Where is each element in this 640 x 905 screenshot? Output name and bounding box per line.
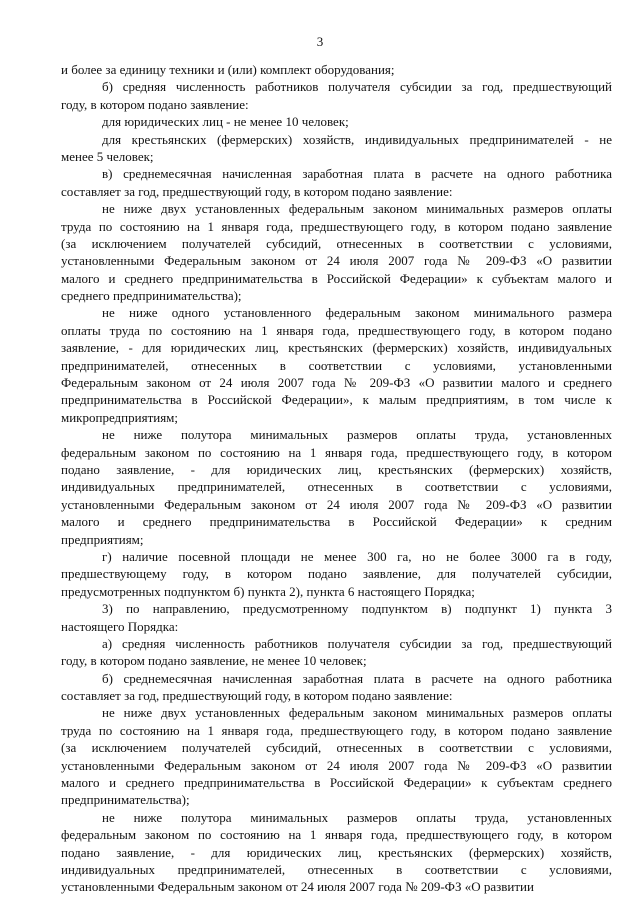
text-line: б) среднемесячная начисленная заработная плата в расчете на одного работника	[102, 670, 612, 686]
text-line: не ниже полутора минимальных размеров оплаты труда, установленных	[102, 809, 612, 825]
text-line: г) наличие посевной площади не менее 300 га, но не более 3000 га в году,	[102, 548, 612, 564]
text-line: (за исключением получателей субсидий, отнесенных в соответствии с условиями,	[61, 740, 612, 756]
text-line: установленными Федеральным законом от 24 июля 2007 года № 209-ФЗ «О развитии	[61, 757, 612, 773]
paragraph	[61, 704, 612, 808]
paragraph	[61, 635, 612, 670]
text-line: подано заявление, - для юридических лиц, крестьянских (фермерских) хозяйств,	[61, 844, 612, 860]
text-line: не ниже двух установленных федеральным законом минимальных размеров оплаты	[102, 705, 612, 721]
text-line: менее 5 человек;	[61, 148, 154, 164]
text-line: установленными Федеральным законом от 24 июля 2007 года № 209-ФЗ «О развитии	[61, 879, 534, 895]
text-line: малого и среднего предпринимательства в Российской Федерации» к средним	[61, 514, 612, 530]
text-line: составляет за год, предшествующий году, в котором подано заявление:	[61, 688, 453, 704]
paragraph	[61, 61, 612, 78]
text-line: предпринимательства в Российской Федерации», к малым предприятиям, в том числе к	[61, 392, 612, 408]
text-line: установленными Федеральным законом от 24 июля 2007 года № 209-ФЗ «О развитии	[61, 496, 612, 512]
paragraph	[61, 548, 612, 600]
text-line: не ниже одного установленного федеральным законом минимального размера	[102, 305, 612, 321]
text-line: году, в котором подано заявление:	[61, 96, 249, 112]
text-line: труда по состоянию на 1 января года, предшествующего году, в котором подано заявление	[61, 722, 612, 738]
paragraph	[61, 809, 612, 896]
text-line: федеральным законом по состоянию на 1 января года, предшествующего году, в котором	[61, 827, 612, 843]
paragraph	[61, 426, 612, 548]
paragraph	[61, 304, 612, 426]
text-line: для юридических лиц - не менее 10 человек;	[102, 114, 349, 130]
paragraph	[61, 78, 612, 113]
text-line: предпринимательства);	[61, 792, 190, 808]
text-line: настоящего Порядка:	[61, 618, 179, 634]
text-line: Федеральным законом от 24 июля 2007 года № 209-ФЗ «О развитии малого и среднего	[61, 375, 612, 391]
text-line: не ниже полутора минимальных размеров оплаты труда, установленных	[102, 427, 612, 443]
paragraph	[61, 670, 612, 705]
text-line: предшествующему году, в котором подано заявление, для получателей субсидии,	[61, 566, 612, 582]
text-line: оплаты труда по состоянию на 1 января года, предшествующего году, в котором подано	[61, 322, 612, 338]
paragraph	[61, 131, 612, 166]
text-line: не ниже двух установленных федеральным законом минимальных размеров оплаты	[102, 201, 612, 217]
paragraph	[61, 200, 612, 304]
text-line: федеральным законом по состоянию на 1 января года, предшествующего году, в котором	[61, 444, 612, 460]
text-line: заявление, - для юридических лиц, крестьянских (фермерских) хозяйств, индивидуальных	[61, 340, 612, 356]
text-line: предпринимателей, отнесенных в соответствии с условиями, установленными	[61, 357, 612, 373]
text-line: микропредприятиям;	[61, 409, 179, 425]
paragraph	[61, 600, 612, 635]
text-line: а) средняя численность работников получателя субсидии за год, предшествующий	[102, 635, 612, 651]
text-line: 3) по направлению, предусмотренному подпунктом в) подпункт 1) пункта 3	[102, 601, 612, 617]
paragraph	[61, 113, 612, 130]
text-line: подано заявление, - для юридических лиц, крестьянских (фермерских) хозяйств,	[61, 461, 612, 477]
text-line: труда по состоянию на 1 января года, предшествующего году, в котором подано заявление	[61, 218, 612, 234]
text-line: б) средняя численность работников получателя субсидии за год, предшествующий	[102, 79, 612, 95]
paragraph	[61, 165, 612, 200]
text-line: (за исключением получателей субсидий, отнесенных в соответствии с условиями,	[61, 235, 612, 251]
text-line: в) среднемесячная начисленная заработная плата в расчете на одного работника	[102, 166, 612, 182]
text-line: индивидуальных предпринимателей, отнесенных в соответствии с условиями,	[61, 479, 612, 495]
text-line: малого и среднего предпринимательства в Российской Федерации» к субъектам малого и	[61, 270, 612, 286]
text-line: году, в котором подано заявление, не менее 10 человек;	[61, 653, 367, 669]
text-line: среднего предпринимательства);	[61, 288, 242, 304]
text-line: малого и среднего предпринимательства в Российской Федерации» к субъектам среднего	[61, 775, 612, 791]
page-number: 3	[316, 34, 324, 49]
text-line: для крестьянских (фермерских) хозяйств, индивидуальных предпринимателей - не	[102, 131, 612, 147]
text-line: и более за единицу техники и (или) комплект оборудования;	[61, 62, 395, 77]
document-body	[61, 61, 612, 896]
text-line: предусмотренных подпунктом б) пункта 2), пункта 6 настоящего Порядка;	[61, 583, 475, 599]
text-line: предприятиям;	[61, 531, 144, 547]
text-line: составляет за год, предшествующий году, в котором подано заявление:	[61, 183, 453, 199]
text-line: индивидуальных предпринимателей, отнесенных в соответствии с условиями,	[61, 861, 612, 877]
text-line: установленными Федеральным законом от 24 июля 2007 года № 209-ФЗ «О развитии	[61, 253, 612, 269]
